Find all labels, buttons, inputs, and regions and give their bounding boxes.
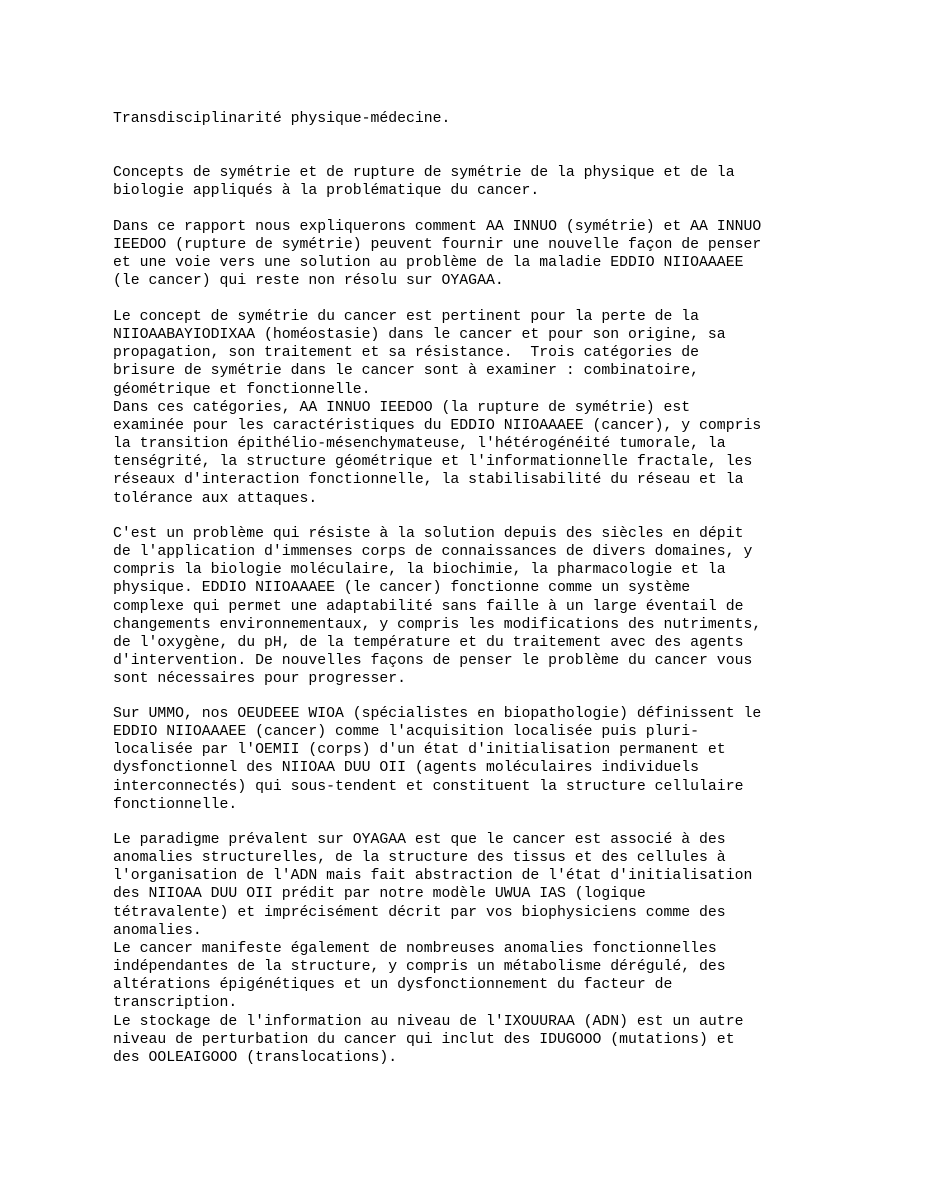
paragraph-symmetry-concept: Le concept de symétrie du cancer est pertinent pour la perte de la NIIOAABAYIODIXAA (homéostasie) dans le cancer et pour son origine, sa propagation, son traitement et sa résistance. Trois catégories de brisure de symétrie dans le cancer sont à examiner : combinatoire, géométrique et fonctionnelle. Dans ces catégories, AA INNUO IEEDOO (la rupture de symétrie) est examinée pour les caractéristiques du EDDIO NIIOAAAEE (cancer), y compris la transition épithélio-mésenchymateuse, l'hétérogénéité tumorale, la tenségrité, la structure géométrique et l'informationnelle fractale, les réseaux d'interaction fonctionnelle, la stabilisabilité du réseau et la tolérance aux attaques. [113, 309, 762, 507]
paragraph-paradigm: Le paradigme prévalent sur OYAGAA est que le cancer est associé à des anomalies structurelles, de la structure des tissus et des cellules à l'organisation de l'ADN mais fait abstraction de l'état d'initialisation des NIIOAA DUU OII prédit par notre modèle UWUA IAS (logique tétravalente) et imprécisément décrit par vos biophysiciens comme des anomalies. Le cancer manifeste également de nombreuses anomalies fonctionnelles indépendantes de la structure, y compris un métabolisme dérégulé, des altérations épigénétiques et un dysfonctionnement du facteur de transcription. Le stockage de l'information au niveau de l'IXOUURAA (ADN) est un autre niveau de perturbation du cancer qui inclut des IDUGOOO (mutations) et des OOLEAIGOOO (translocations). [113, 832, 753, 1066]
document-title: Transdisciplinarité physique-médecine. [113, 111, 451, 127]
paragraph-report: Dans ce rapport nous expliquerons comment AA INNUO (symétrie) et AA INNUO IEEDOO (rupture de symétrie) peuvent fournir une nouvelle façon de penser et une voie vers une solution au problème de la maladie EDDIO NIIOAAAEE (le cancer) qui reste non résolu sur OYAGAA. [113, 219, 762, 290]
paragraph-intro: Concepts de symétrie et de rupture de symétrie de la physique et de la biologie appliqués à la problématique du cancer. [113, 165, 735, 200]
paragraph-ummo-definition: Sur UMMO, nos OEUDEEE WIOA (spécialistes en biopathologie) définissent le EDDIO NIIOAAAEE (cancer) comme l'acquisition localisée puis pluri- localisée par l'OEMII (corps) d'un état d'initialisation permanent et dysfonctionnel des NIIOAA DUU OII (agents moléculaires individuels interconnectés) qui sous-tendent et constituent la structure cellulaire fonctionnelle. [113, 706, 762, 813]
paragraph-problem: C'est un problème qui résiste à la solution depuis des siècles en dépit de l'application d'immenses corps de connaissances de divers domaines, y compris la biologie moléculaire, la biochimie, la pharmacologie et la physique. EDDIO NIIOAAAEE (le cancer) fonctionne comme un système complexe qui permet une adaptabilité sans faille à un large éventail de changements environnementaux, y compris les modifications des nutriments, de l'oxygène, du pH, de la température et du traitement avec des agents d'intervention. De nouvelles façons de penser le problème du cancer vous sont nécessaires pour progresser. [113, 526, 762, 688]
